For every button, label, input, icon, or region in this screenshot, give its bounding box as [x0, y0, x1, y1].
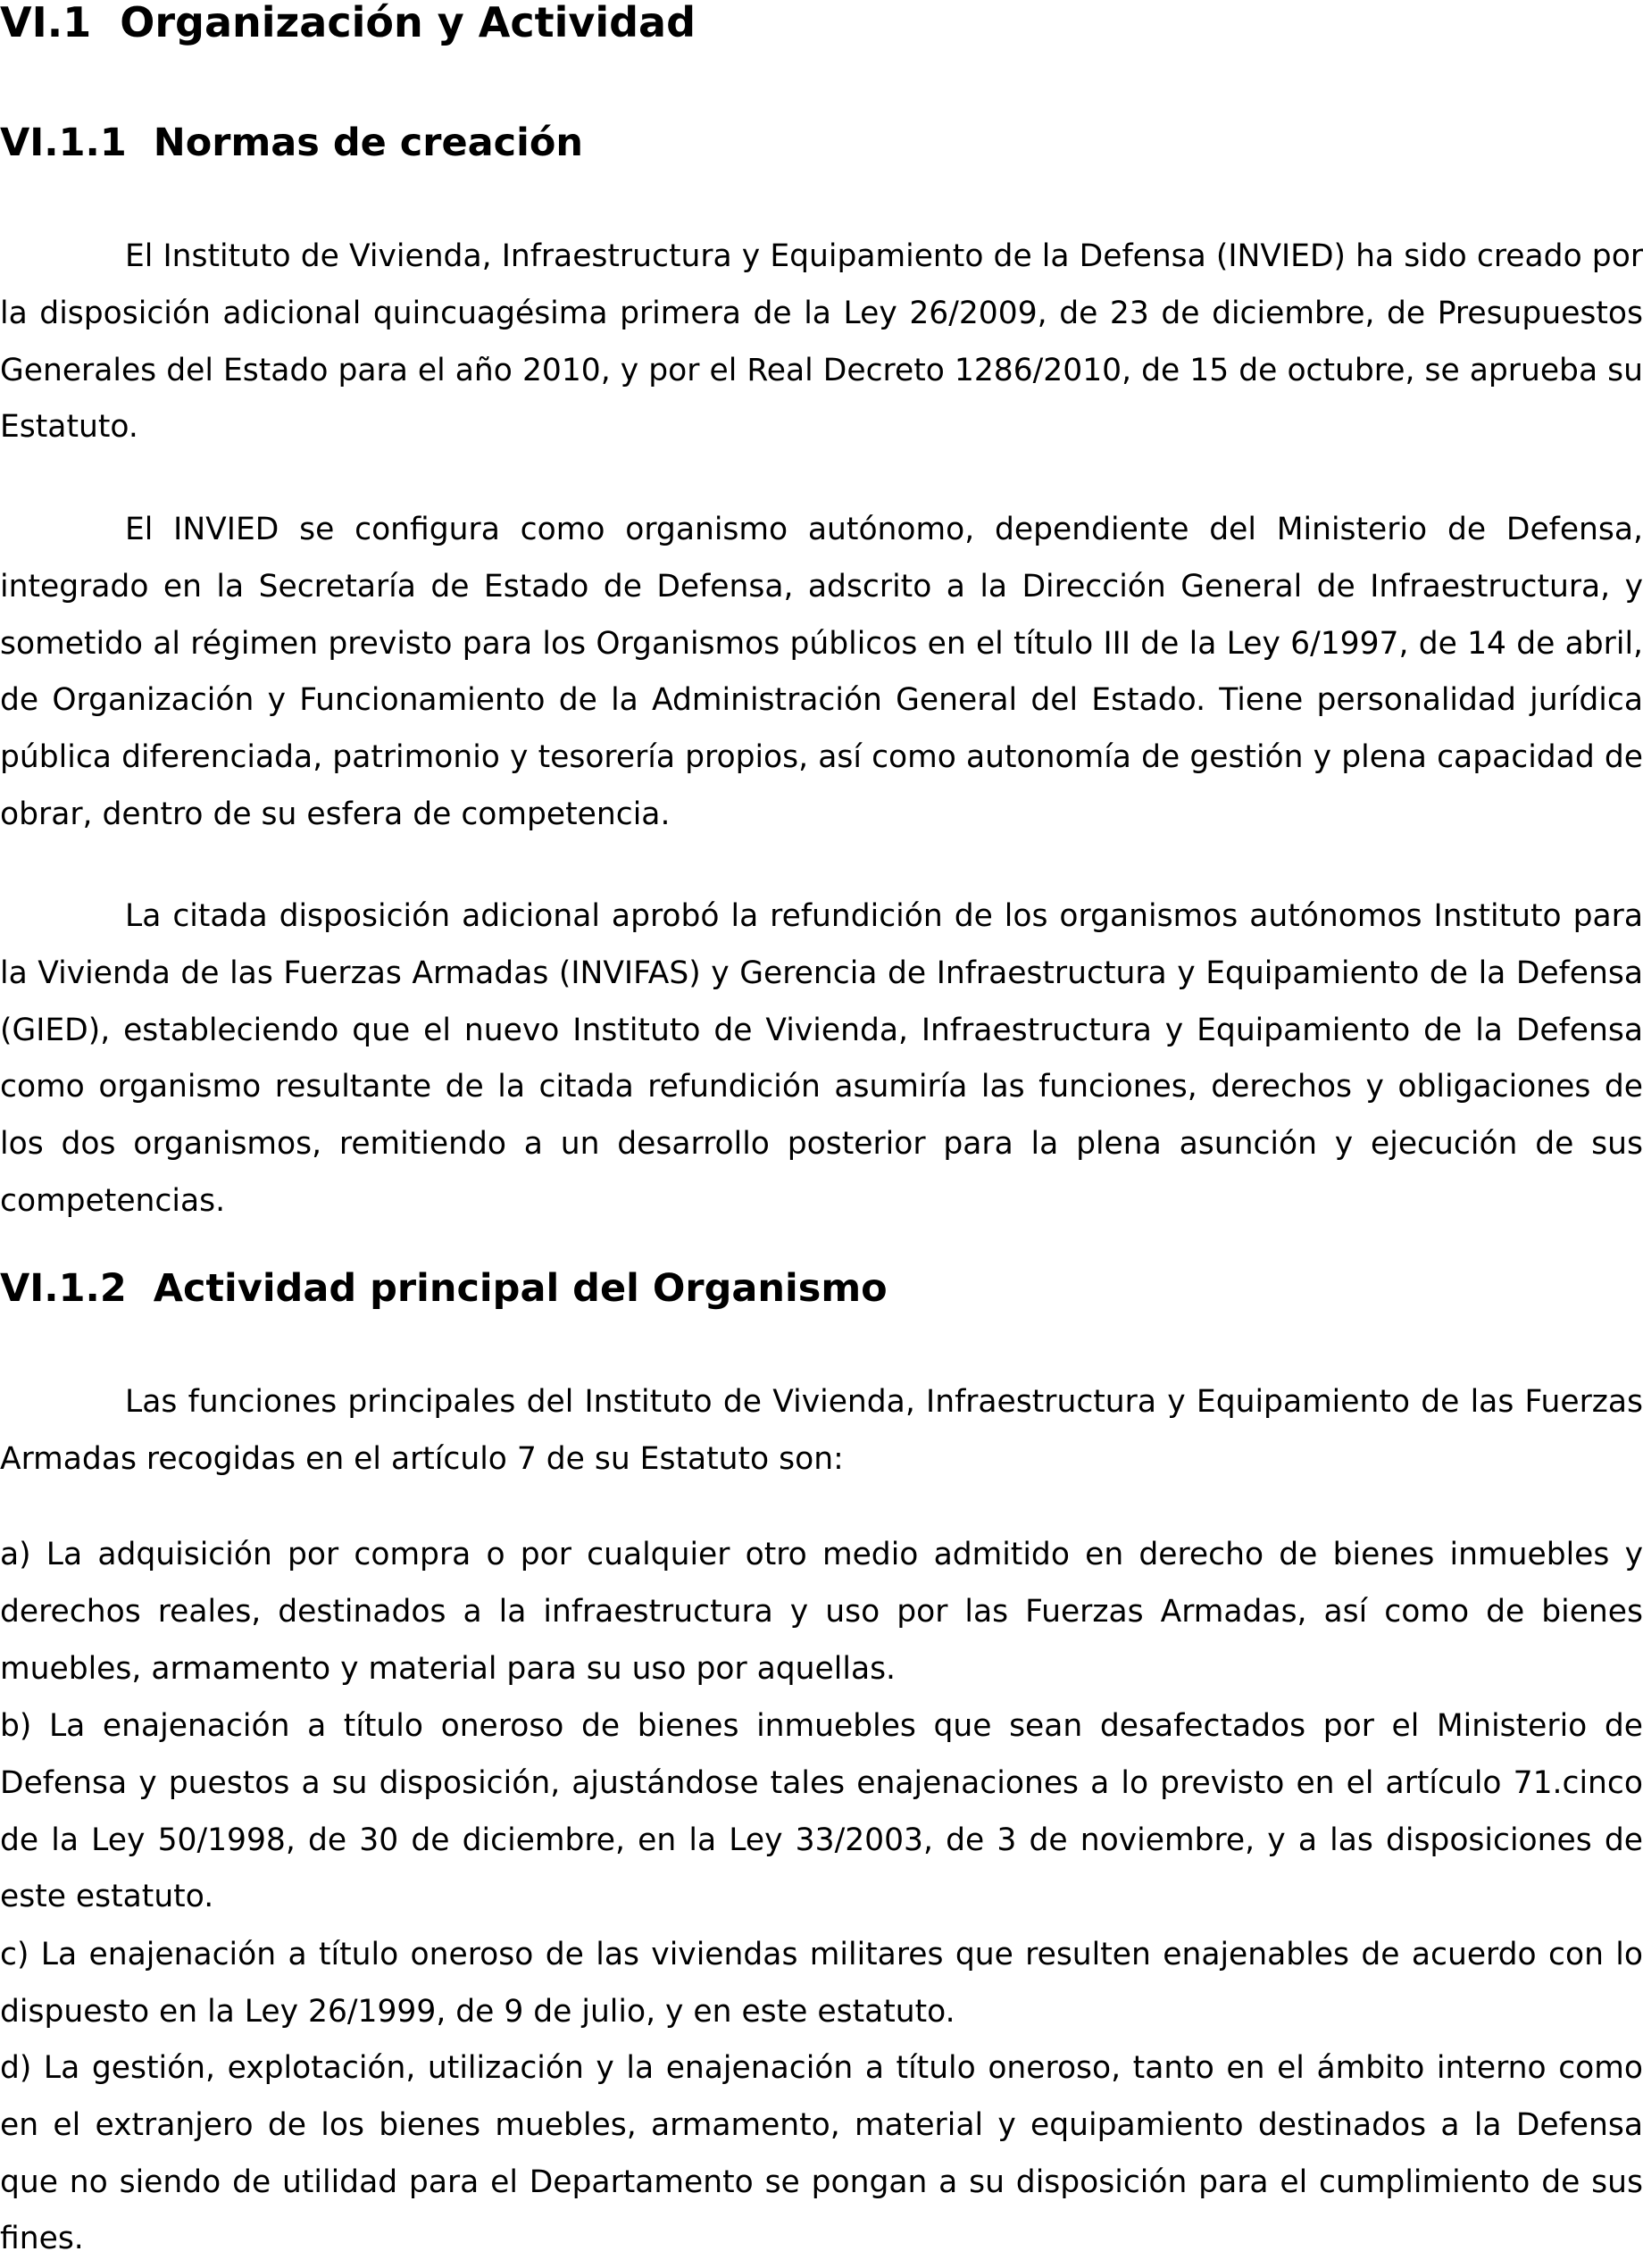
list-item-d: d) La gestión, explotación, utilización y la enajenación a título oneroso, tanto en el ámbito interno como en el extranjero de los bienes muebles, armamento, material y equipamiento destinados a la Defensa que no siendo de utilidad para el Departamento se pongan a su disposición para el cumplimiento de sus fines.: [0, 2050, 1643, 2257]
section-heading-actividad: VI.1.2 Actividad principal del Organismo: [0, 1266, 888, 1311]
list-item-a: a) La adquisición por compra o por cualquier otro medio admitido en derecho de bienes inmuebles y derechos reales, destinados a la infraestructura y uso por las Fuerzas Armadas, así como de bienes muebles, armamento y material para su uso por aquellas.: [0, 1537, 1643, 1687]
paragraph-refundicion: La citada disposición adicional aprobó la refundición de los organismos autónomos Instituto para la Vivienda de las Fuerzas Armadas (INVIFAS) y Gerencia de Infraestructura y Equipamiento de la Defensa (GIED), estableciendo que el nuevo Instituto de Vivienda, Infraestructura y Equipamiento de la Defensa como organismo resultante de la citada refundición asumiría las funciones, derechos y obligaciones de los dos organismos, remitiendo a un desarrollo posterior para la plena asunción y ejecución de sus competencias.: [0, 898, 1643, 1219]
section-heading-normas: VI.1.1 Normas de creación: [0, 121, 584, 165]
list-item-b: b) La enajenación a título oneroso de bienes inmuebles que sean desafectados por el Ministerio de Defensa y puestos a su disposición, ajustándose tales enajenaciones a lo previsto en el artículo 71.cinco de la Ley 50/1998, de 30 de diciembre, en la Ley 33/2003, de 3 de noviembre, y a las disposiciones de este estatuto.: [0, 1708, 1643, 1915]
paragraph-configuration: El INVIED se configura como organismo autónomo, dependiente del Ministerio de Defensa, integrado en la Secretaría de Estado de Defensa, adscrito a la Dirección General de Infraestructura, y sometido al régimen previsto para los Organismos públicos en el título III de la Ley 6/1997, de 14 de abril, de Organización y Funcionamiento de la Administración General del Estado. Tiene personalidad jurídica pública diferenciada, patrimonio y tesorería propios, así como autonomía de gestión y plena capacidad de obrar, dentro de su esfera de competencia.: [0, 512, 1643, 832]
list-item-c: c) La enajenación a título oneroso de las viviendas militares que resulten enajenables de acuerdo con lo dispuesto en la Ley 26/1999, de 9 de julio, y en este estatuto.: [0, 1937, 1643, 2030]
main-heading: VI.1 Organización y Actividad: [0, 0, 696, 46]
paragraph-functions-intro: Las funciones principales del Instituto de Vivienda, Infraestructura y Equipamiento de las Fuerzas Armadas recogidas en el artículo 7 de su Estatuto son:: [0, 1384, 1643, 1477]
paragraph-creation: El Instituto de Vivienda, Infraestructura y Equipamiento de la Defensa (INVIED) ha sido creado por la disposición adicional quincuagésima primera de la Ley 26/2009, de 23 de diciembre, de Presupuestos Generales del Estado para el año 2010, y por el Real Decreto 1286/2010, de 15 de octubre, se aprueba su Estatuto.: [0, 238, 1643, 446]
